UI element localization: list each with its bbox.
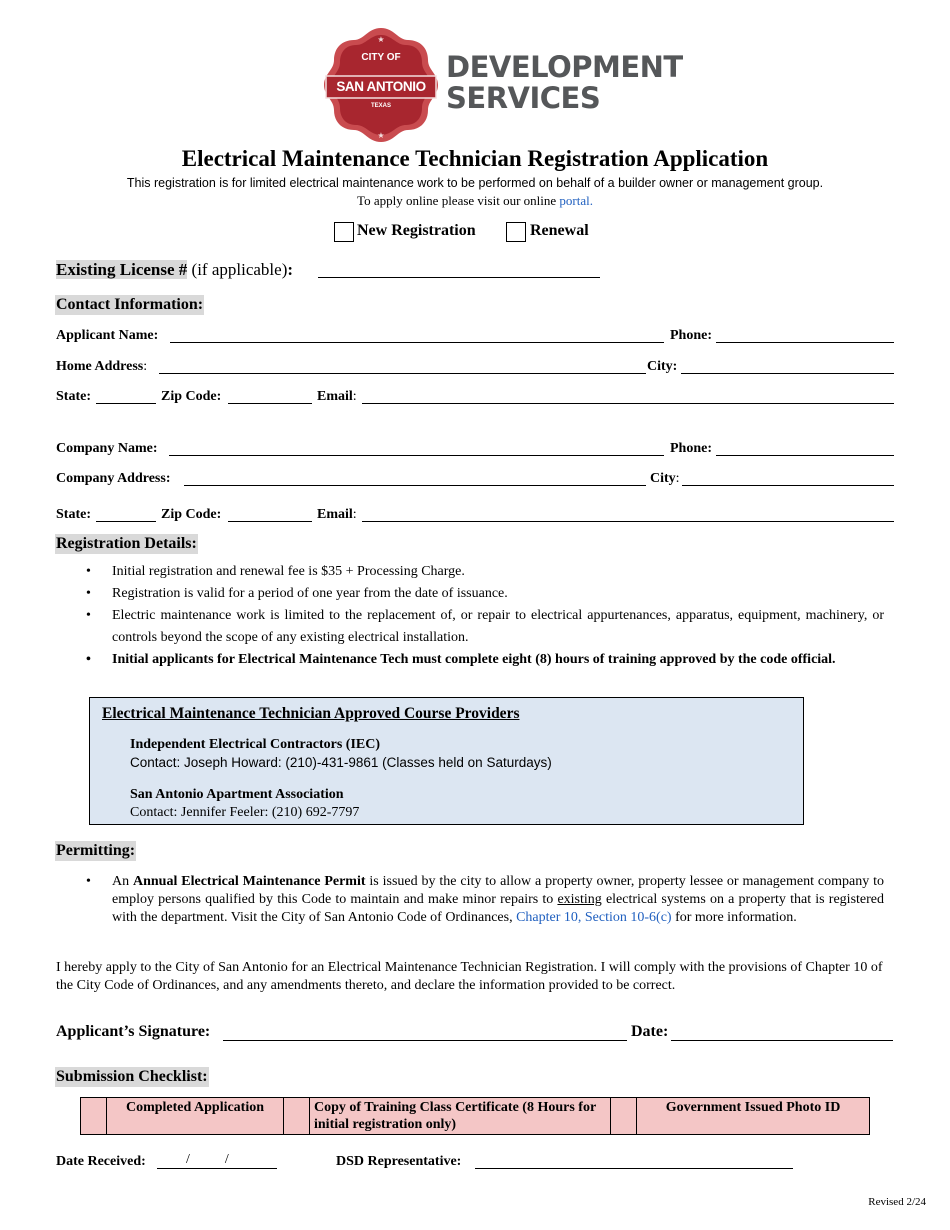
company-name-label: Company Name: — [56, 441, 158, 456]
company-name-input[interactable] — [169, 455, 664, 456]
submission-checklist-table — [80, 1097, 870, 1135]
apply-online-line — [0, 193, 950, 209]
list-item: • Electric maintenance work is limited to the replacement of, or repair to electrical appurtenances, apparatus, equipment, machinery, or controls beyond the scope of any existing electrical installation. — [86, 605, 884, 649]
company-phone-input[interactable] — [716, 455, 894, 456]
list-item: • Initial applicants for Electrical Maintenance Tech must complete eight (8) hours of training approved by the code official. — [86, 649, 884, 671]
company-city-label — [650, 471, 680, 487]
providers-title: Electrical Maintenance Technician Approved Course Providers — [102, 705, 520, 722]
provider-contact: Contact: Joseph Howard: (210)-431-9861 (Classes held on Saturdays) — [130, 755, 552, 770]
portal-link[interactable]: portal. — [559, 193, 593, 208]
seal-text-san-antonio: SAN ANTONIO — [336, 79, 426, 94]
company-state-input[interactable] — [96, 521, 156, 522]
list-item: • Initial registration and renewal fee is $35 + Processing Charge. — [86, 561, 884, 583]
date-received-input[interactable] — [157, 1168, 277, 1169]
home-address-text: Home Address — [56, 359, 144, 374]
email-text: Email — [317, 389, 353, 404]
dsd-representative-label: DSD Representative: — [336, 1154, 462, 1169]
existing-license-heading: Existing License # — [56, 260, 188, 279]
company-city-colon: : — [675, 471, 680, 486]
permitting-suffix: for more information. — [671, 910, 797, 925]
provider-name: San Antonio Apartment Association — [130, 787, 344, 802]
company-email-colon: : — [352, 507, 357, 522]
contact-information-heading: Contact Information: — [56, 296, 204, 313]
email-label — [317, 389, 357, 405]
company-email-text: Email — [317, 507, 353, 522]
city-input[interactable] — [681, 373, 894, 374]
phone-input[interactable] — [716, 342, 894, 343]
company-city-input[interactable] — [682, 485, 894, 486]
date-received-slashes: / / — [186, 1152, 229, 1167]
submission-checklist-heading: Submission Checklist: — [56, 1068, 208, 1085]
ordinance-link[interactable]: Chapter 10, Section 10-6(c) — [516, 910, 672, 925]
company-zip-label: Zip Code: — [161, 507, 222, 522]
zip-code-label: Zip Code: — [161, 389, 222, 404]
svg-text:★: ★ — [377, 131, 385, 140]
page-title: Electrical Maintenance Technician Registration Application — [181, 146, 769, 171]
new-registration-label: New Registration — [357, 222, 476, 239]
permitting-text-1: is issued by the city to allow a property owner, property lessee or management company to employ persons qualified by this Code to maintain and make minor repairs to — [112, 874, 884, 907]
dsd-representative-input[interactable] — [475, 1168, 793, 1169]
permitting-prefix: An — [112, 874, 133, 889]
email-colon: : — [352, 389, 357, 404]
checklist-box-training-certificate[interactable] — [284, 1098, 310, 1135]
company-city-text: City — [650, 471, 676, 486]
checklist-box-completed-application[interactable] — [81, 1098, 107, 1135]
company-phone-label: Phone: — [670, 441, 712, 456]
provider-name: Independent Electrical Contractors (IEC) — [130, 737, 381, 752]
approved-course-providers-box — [89, 697, 804, 825]
phone-label: Phone: — [670, 328, 712, 343]
zip-code-input[interactable] — [228, 403, 312, 404]
permitting-text-2: electrical systems on a property that is registered with the department. Visit the City of San Antonio Code of Ordinances, — [112, 892, 884, 925]
city-label: City: — [647, 359, 678, 374]
renewal-checkbox[interactable] — [506, 222, 526, 242]
registration-details-heading: Registration Details: — [56, 535, 197, 552]
renewal-label: Renewal — [530, 222, 589, 239]
applicant-signature-input[interactable] — [223, 1040, 627, 1041]
apply-online-text: To apply online please visit our online — [357, 193, 560, 208]
existing-license-input[interactable] — [318, 277, 600, 278]
registration-details-list — [86, 561, 884, 671]
wordmark-line-1: DEVELOPMENT — [446, 50, 683, 84]
signature-date-label: Date: — [631, 1023, 669, 1040]
table-row — [81, 1098, 870, 1135]
wordmark-line-2: SERVICES — [446, 81, 601, 115]
company-zip-input[interactable] — [228, 521, 312, 522]
company-email-input[interactable] — [362, 521, 894, 522]
existing-license-label — [56, 259, 293, 280]
applicant-name-label: Applicant Name: — [56, 328, 159, 343]
list-item — [86, 873, 884, 927]
checklist-item: Copy of Training Class Certificate (8 Hours for initial registration only) — [310, 1098, 611, 1135]
page-subtitle: This registration is for limited electrical maintenance work to be performed on behalf of a builder owner or management group. — [126, 176, 824, 190]
state-input[interactable] — [96, 403, 156, 404]
declaration-text: I hereby apply to the City of San Antonio for an Electrical Maintenance Technician Registration. I will comply with the provisions of Chapter 10 of the City Code of Ordinances, and any amendments thereto, and declare the information provided to be correct. — [56, 960, 883, 993]
permit-name: Annual Electrical Maintenance Permit — [133, 874, 366, 889]
home-address-colon: : — [143, 359, 148, 374]
seal-text-texas: TEXAS — [370, 103, 391, 109]
existing-word: existing — [557, 892, 602, 907]
list-item: • Registration is valid for a period of one year from the date of issuance. — [86, 583, 884, 605]
state-label: State: — [56, 389, 91, 404]
svg-text:★: ★ — [377, 35, 385, 44]
provider-contact: Contact: Jennifer Feeler: (210) 692-7797 — [130, 805, 360, 820]
home-address-label — [56, 359, 147, 375]
home-address-input[interactable] — [159, 373, 646, 374]
revision-note: Revised 2/24 — [868, 1196, 926, 1208]
company-state-label: State: — [56, 507, 91, 522]
checklist-box-photo-id[interactable] — [611, 1098, 637, 1135]
applicant-name-input[interactable] — [170, 342, 664, 343]
new-registration-checkbox[interactable] — [334, 222, 354, 242]
permitting-list — [86, 873, 884, 927]
existing-license-qualifier: (if applicable) — [187, 260, 288, 279]
email-input[interactable] — [362, 403, 894, 404]
company-email-label — [317, 507, 357, 523]
existing-license-colon: : — [287, 260, 294, 279]
checklist-item: Completed Application — [107, 1098, 284, 1135]
development-services-wordmark — [446, 52, 683, 114]
company-address-label: Company Address: — [56, 471, 171, 486]
applicant-signature-label: Applicant’s Signature: — [56, 1023, 211, 1040]
city-seal-logo — [322, 26, 440, 144]
seal-text-city-of: CITY OF — [361, 52, 401, 63]
company-address-input[interactable] — [184, 485, 646, 486]
permitting-heading: Permitting: — [56, 842, 136, 859]
signature-date-input[interactable] — [671, 1040, 893, 1041]
date-received-label: Date Received: — [56, 1154, 146, 1169]
checklist-item: Government Issued Photo ID — [637, 1098, 870, 1135]
